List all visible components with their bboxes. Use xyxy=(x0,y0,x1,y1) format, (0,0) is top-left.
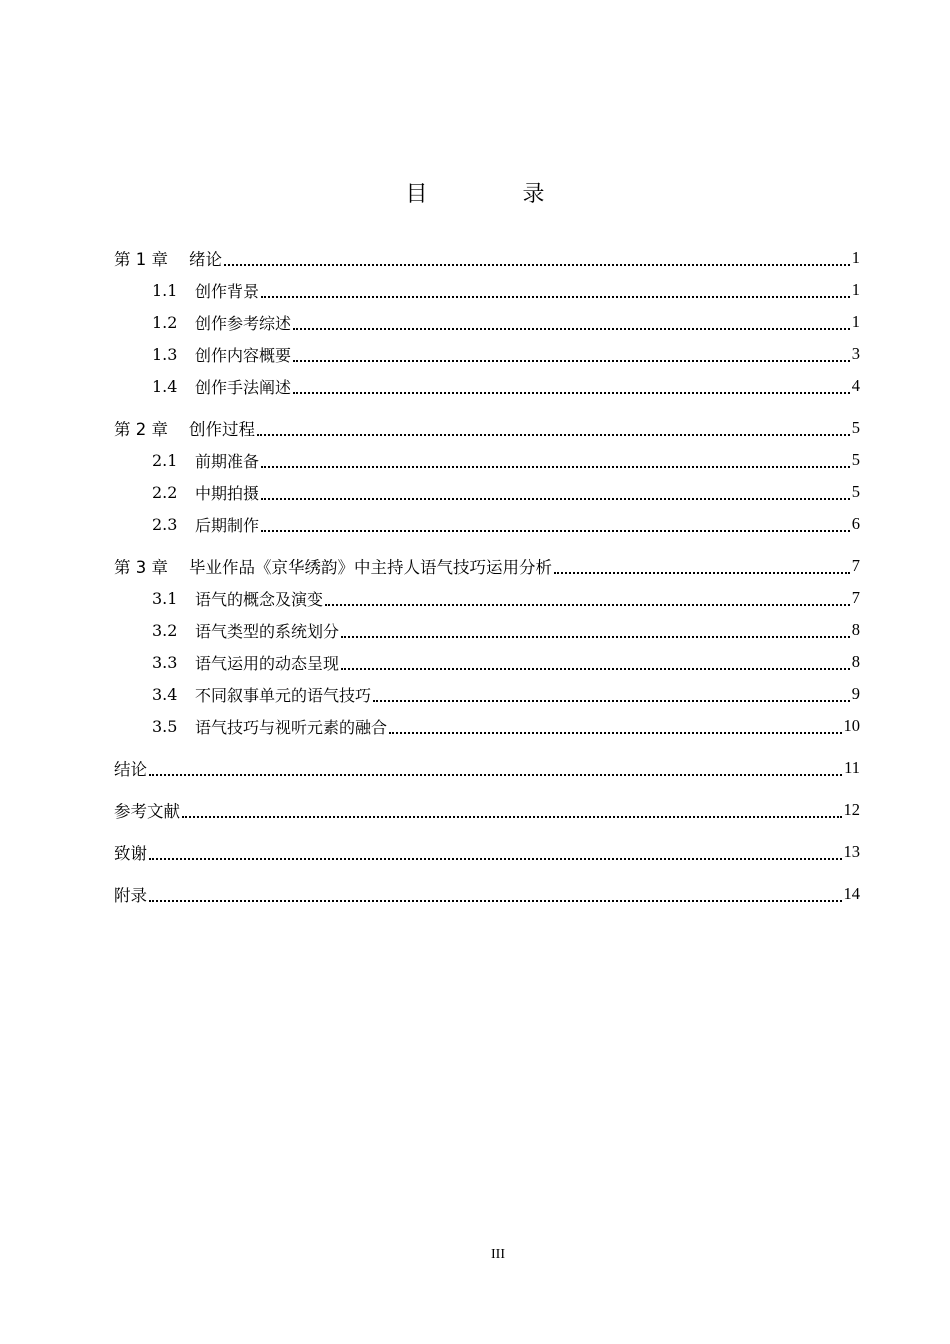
toc-entry-page-number: 6 xyxy=(851,514,860,533)
toc-section-entry[interactable] xyxy=(114,614,860,646)
toc-entry-page-number: 10 xyxy=(843,716,860,735)
toc-entry-page-number: 4 xyxy=(851,376,860,395)
toc-entry-number: 第 2 章 xyxy=(114,420,168,439)
toc-entry-page-number: 12 xyxy=(843,800,860,819)
toc-entry-number: 3.3 xyxy=(152,652,178,672)
toc-entry-title: 语气运用的动态呈现 xyxy=(195,653,340,673)
toc-entry-title: 创作过程 xyxy=(189,420,255,439)
toc-chapter-entry[interactable] xyxy=(114,836,860,868)
toc-entry-title: 语气的概念及演变 xyxy=(195,589,324,609)
toc-section-entry[interactable] xyxy=(114,338,860,370)
dot-leader xyxy=(325,603,850,606)
toc-entry-number: 2.1 xyxy=(152,450,178,470)
toc-entry-page-number: 11 xyxy=(844,758,860,777)
toc-entry-page-number: 5 xyxy=(851,482,860,501)
toc-entry-title: 前期准备 xyxy=(195,451,260,471)
dot-leader xyxy=(182,815,842,818)
dot-leader xyxy=(261,295,850,298)
toc-entry-number: 1.4 xyxy=(152,376,178,396)
toc-chapter-entry[interactable] xyxy=(114,242,860,274)
toc-entry-title: 毕业作品《京华绣韵》中主持人语气技巧运用分析 xyxy=(189,558,552,577)
toc-entry-page-number: 7 xyxy=(851,556,860,575)
page-title: 目 录 xyxy=(405,182,589,207)
toc-chapter-entry[interactable] xyxy=(114,878,860,910)
toc-entry-number: 3.4 xyxy=(152,684,178,704)
toc-entry-title: 后期制作 xyxy=(195,515,260,535)
toc-entry-title: 结论 xyxy=(114,760,147,779)
toc-entry-title: 绪论 xyxy=(189,250,222,269)
toc-entry-number: 3.5 xyxy=(152,716,178,736)
toc-entry-title: 创作背景 xyxy=(195,281,260,301)
toc-chapter-entry[interactable] xyxy=(114,752,860,784)
dot-leader xyxy=(373,699,850,702)
dot-leader xyxy=(341,667,850,670)
toc-entry-page-number: 7 xyxy=(851,588,860,607)
toc-section-entry[interactable] xyxy=(114,370,860,402)
toc-entry-number: 3.2 xyxy=(152,620,178,640)
toc-section-entry[interactable] xyxy=(114,678,860,710)
toc-entry-page-number: 5 xyxy=(851,450,860,469)
toc-section-entry[interactable] xyxy=(114,646,860,678)
toc-entry-title: 中期拍摄 xyxy=(195,483,260,503)
toc-entry-page-number: 13 xyxy=(843,842,860,861)
toc-entry-title: 参考文献 xyxy=(114,802,180,821)
dot-leader xyxy=(149,899,842,902)
toc-entry-page-number: 1 xyxy=(851,280,860,299)
toc-entry-title: 创作手法阐述 xyxy=(195,377,292,397)
toc-entry-page-number: 1 xyxy=(851,248,860,267)
toc-chapter-entry[interactable] xyxy=(114,794,860,826)
toc-entry-title: 语气类型的系统划分 xyxy=(195,621,340,641)
toc-section-entry[interactable] xyxy=(114,444,860,476)
dot-leader xyxy=(341,635,850,638)
toc-section-entry[interactable] xyxy=(114,476,860,508)
toc-entry-number: 第 3 章 xyxy=(114,558,168,577)
toc-section-entry[interactable] xyxy=(114,710,860,742)
table-of-contents xyxy=(114,242,860,910)
dot-leader xyxy=(293,391,850,394)
dot-leader xyxy=(224,263,850,266)
dot-leader xyxy=(261,465,850,468)
toc-entry-title: 致谢 xyxy=(114,844,147,863)
toc-section-entry[interactable] xyxy=(114,274,860,306)
toc-entry-number: 第 1 章 xyxy=(114,250,168,269)
dot-leader xyxy=(293,327,850,330)
toc-entry-title: 创作参考综述 xyxy=(195,313,292,333)
dot-leader xyxy=(293,359,850,362)
toc-chapter-entry[interactable] xyxy=(114,550,860,582)
toc-entry-page-number: 8 xyxy=(851,652,860,671)
toc-entry-title: 不同叙事单元的语气技巧 xyxy=(195,685,372,705)
toc-entry-page-number: 3 xyxy=(851,344,860,363)
toc-entry-page-number: 8 xyxy=(851,620,860,639)
dot-leader xyxy=(257,433,850,436)
toc-entry-number: 1.2 xyxy=(152,312,178,332)
dot-leader xyxy=(149,857,842,860)
toc-entry-number: 1.1 xyxy=(152,280,178,300)
dot-leader xyxy=(261,497,850,500)
toc-entry-page-number: 1 xyxy=(851,312,860,331)
toc-entry-number: 2.3 xyxy=(152,514,178,534)
toc-entry-number: 1.3 xyxy=(152,344,178,364)
dot-leader xyxy=(389,731,841,734)
toc-section-entry[interactable] xyxy=(114,508,860,540)
toc-entry-number: 2.2 xyxy=(152,482,178,502)
toc-entry-page-number: 5 xyxy=(851,418,860,437)
dot-leader xyxy=(149,773,842,776)
toc-section-entry[interactable] xyxy=(114,306,860,338)
toc-entry-page-number: 9 xyxy=(851,684,860,703)
toc-entry-title: 附录 xyxy=(114,886,147,905)
dot-leader xyxy=(554,571,850,574)
toc-entry-title: 语气技巧与视听元素的融合 xyxy=(195,717,388,737)
page-number-footer: III xyxy=(491,1247,505,1262)
toc-entry-number: 3.1 xyxy=(152,588,178,608)
dot-leader xyxy=(261,529,850,532)
toc-chapter-entry[interactable] xyxy=(114,412,860,444)
toc-entry-page-number: 14 xyxy=(843,884,860,903)
toc-entry-title: 创作内容概要 xyxy=(195,345,292,365)
toc-section-entry[interactable] xyxy=(114,582,860,614)
